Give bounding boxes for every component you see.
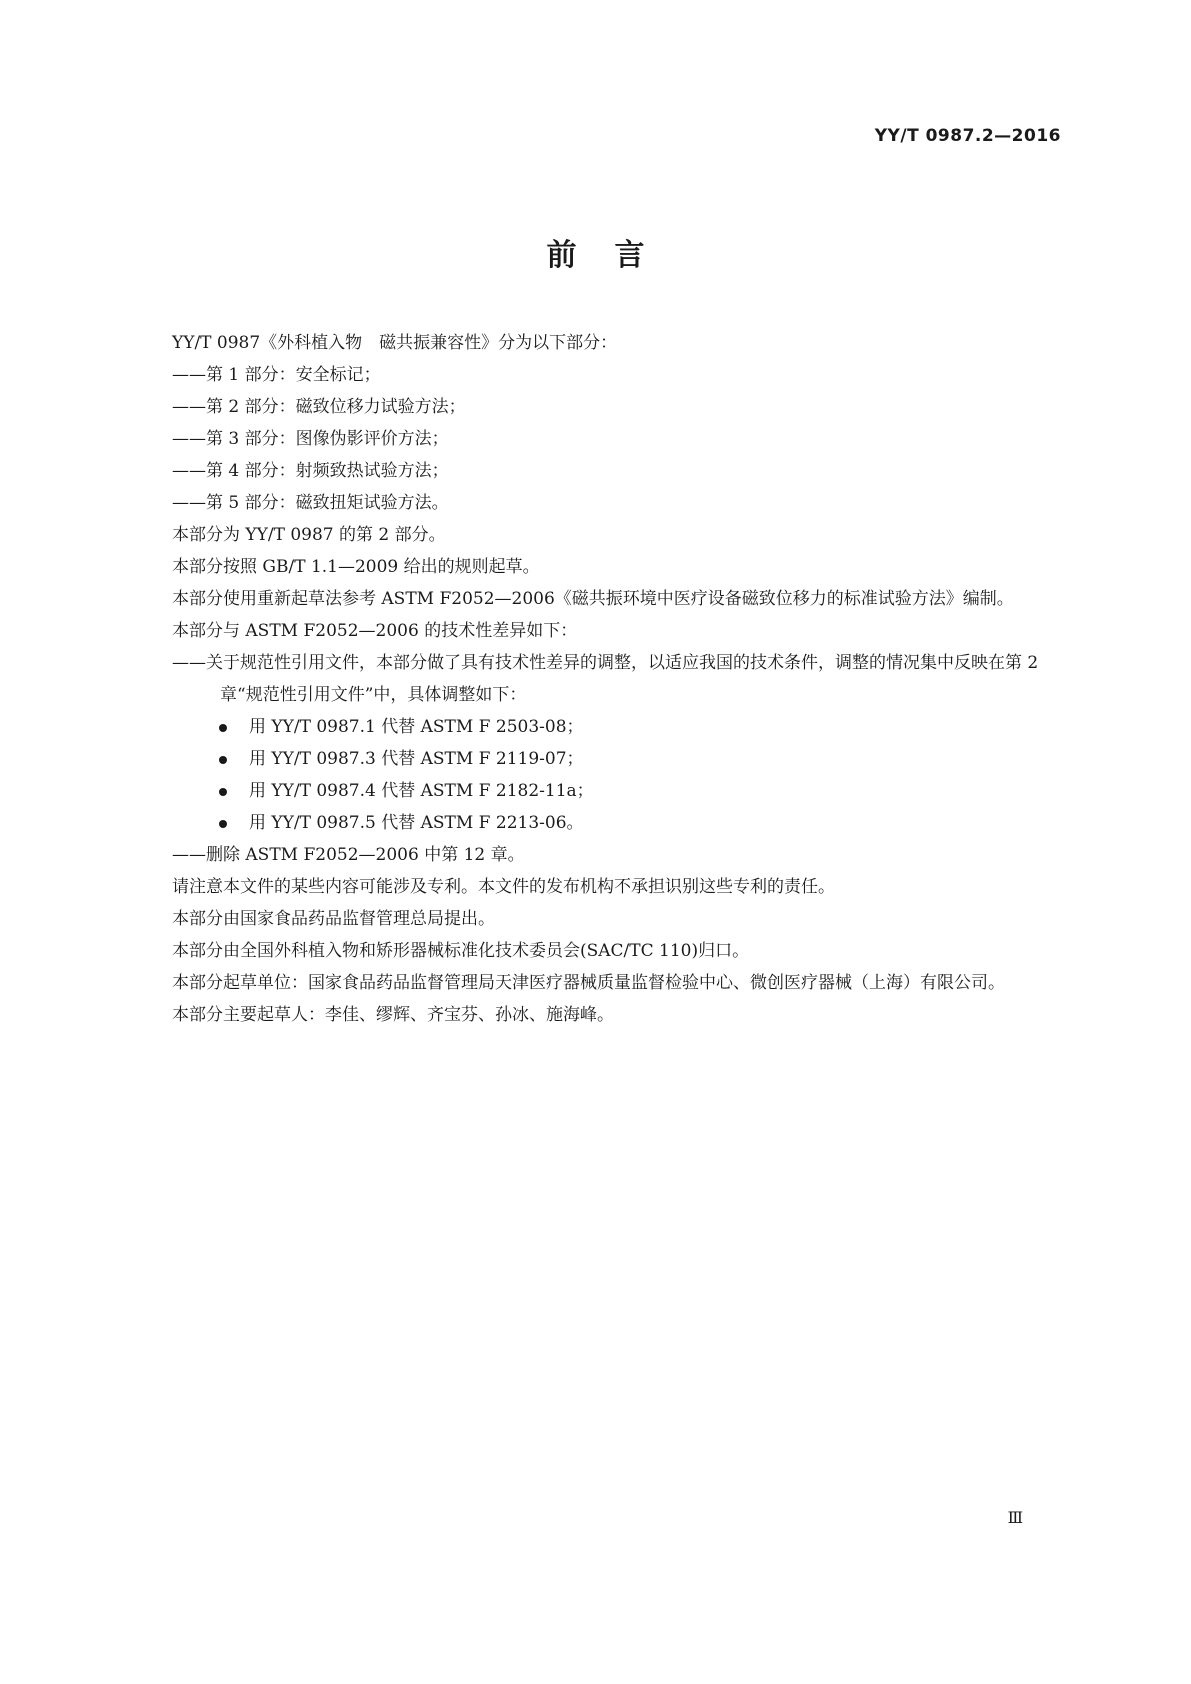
difference-item: ——关于规范性引用文件，本部分做了具有技术性差异的调整，以适应我国的技术条件，调整的情况集中反映在第 2 章“规范性引用文件”中，具体调整如下： xyxy=(172,653,1039,705)
paragraph-intro: YY/T 0987《外科植入物 磁共振兼容性》分为以下部分： xyxy=(172,333,618,353)
part-item: ——第 2 部分：磁致位移力试验方法； xyxy=(172,397,466,417)
part-item: ——第 3 部分：图像伪影评价方法； xyxy=(172,429,449,449)
foreword-body xyxy=(126,327,1063,1031)
bullet-item: 用 YY/T 0987.4 代替 ASTM F 2182-11a； xyxy=(126,775,1063,807)
bullet-item: 用 YY/T 0987.1 代替 ASTM F 2503-08； xyxy=(126,711,1063,743)
bullet-item: 用 YY/T 0987.5 代替 ASTM F 2213-06。 xyxy=(126,807,1063,839)
page-title: 前言 xyxy=(546,238,683,273)
part-item: ——第 5 部分：磁致扭矩试验方法。 xyxy=(172,493,449,513)
paragraph-part-statement: 本部分为 YY/T 0987 的第 2 部分。 xyxy=(172,525,446,545)
part-item: ——第 4 部分：射频致热试验方法； xyxy=(172,461,449,481)
standard-number: YY/T 0987.2—2016 xyxy=(874,126,1061,146)
paragraph-committee: 本部分由全国外科植入物和矫形器械标准化技术委员会(SAC/TC 110)归口。 xyxy=(172,941,750,961)
page-number: Ⅲ xyxy=(1007,1508,1023,1527)
paragraph-differences-intro: 本部分与 ASTM F2052—2006 的技术性差异如下： xyxy=(172,621,578,641)
paragraph-patent-notice: 请注意本文件的某些内容可能涉及专利。本文件的发布机构不承担识别这些专利的责任。 xyxy=(172,877,835,897)
paragraph-drafting-units: 本部分起草单位：国家食品药品监督管理局天津医疗器械质量监督检验中心、微创医疗器械（上海）有限公司。 xyxy=(172,973,1005,993)
paragraph-reference: 本部分使用重新起草法参考 ASTM F2052—2006《磁共振环境中医疗设备磁致位移力的标准试验方法》编制。 xyxy=(172,589,1014,609)
paragraph-drafters: 本部分主要起草人：李佳、缪辉、齐宝芬、孙冰、施海峰。 xyxy=(172,1005,614,1025)
difference-item: ——删除 ASTM F2052—2006 中第 12 章。 xyxy=(172,845,525,865)
paragraph-proposer: 本部分由国家食品药品监督管理总局提出。 xyxy=(172,909,495,929)
part-item: ——第 1 部分：安全标记； xyxy=(172,365,381,385)
paragraph-drafting-rules: 本部分按照 GB/T 1.1—2009 给出的规则起草。 xyxy=(172,557,540,577)
bullet-item: 用 YY/T 0987.3 代替 ASTM F 2119-07； xyxy=(126,743,1063,775)
